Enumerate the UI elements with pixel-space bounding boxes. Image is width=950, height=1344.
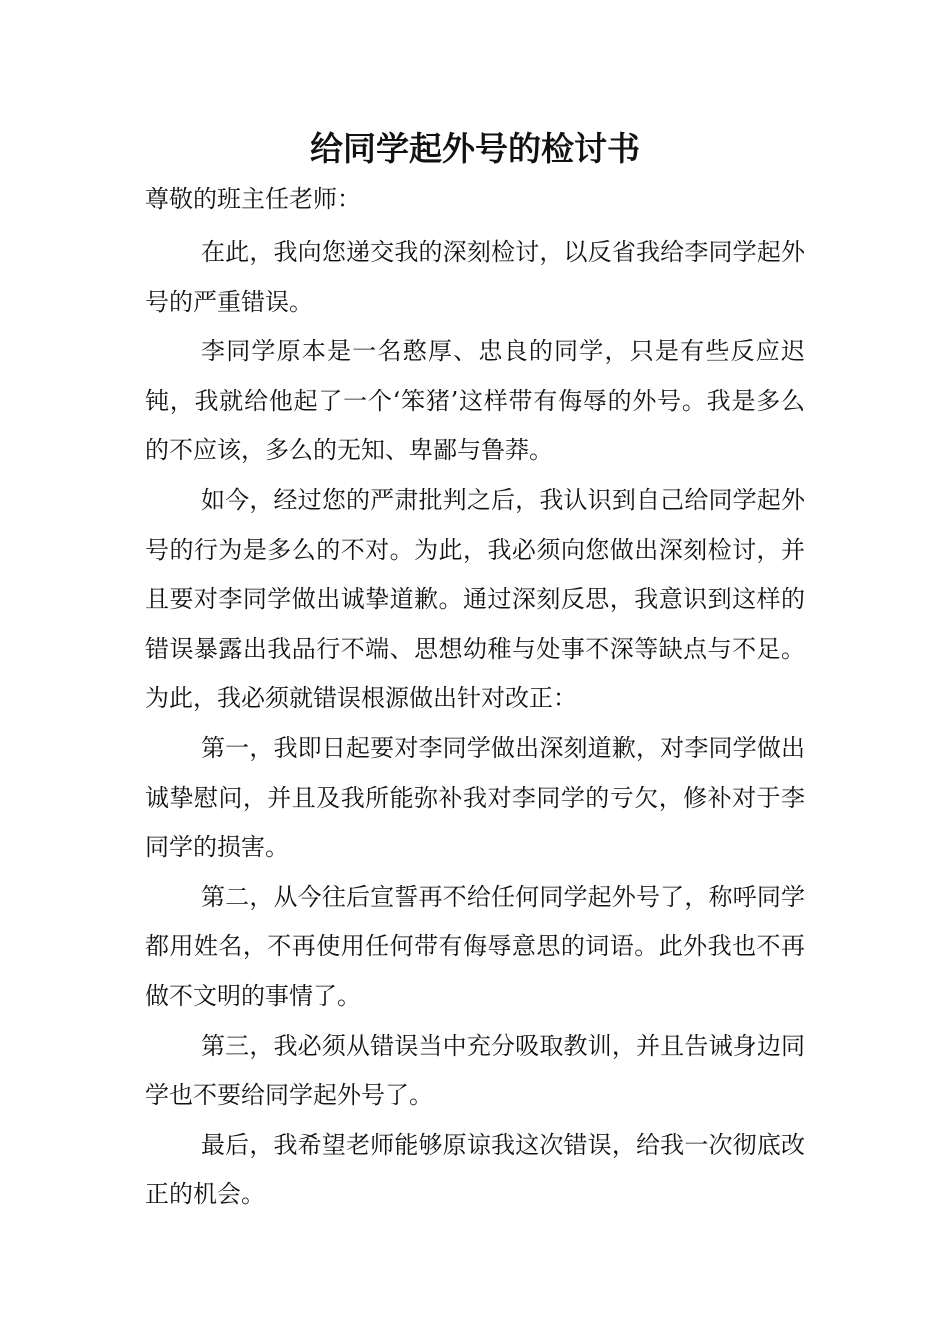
document-title: 给同学起外号的检讨书: [310, 129, 640, 168]
paragraph: 第二，从今往后宣誓再不给任何同学起外号了，称呼同学都用姓名，不再使用任何带有侮辱意思的词语。此外我也不再做不文明的事情了。: [145, 882, 805, 1010]
salutation: 尊敬的班主任老师：: [145, 185, 361, 213]
paragraph: 在此，我向您递交我的深刻检讨，以反省我给李同学起外号的严重错误。: [145, 238, 805, 316]
paragraph: 李同学原本是一名憨厚、忠良的同学，只是有些反应迟钝，我就给他起了一个‘笨猪’这样带有侮辱的外号。我是多么的不应该，多么的无知、卑鄙与鲁莽。: [145, 337, 805, 465]
paragraph: 第一，我即日起要对李同学做出深刻道歉，对李同学做出诚挚慰问，并且及我所能弥补我对李同学的亏欠，修补对于李同学的损害。: [145, 733, 805, 862]
document-body: [145, 228, 805, 1220]
paragraph: 最后，我希望老师能够原谅我这次错误，给我一次彻底改正的机会。: [145, 1130, 805, 1209]
paragraph: 第三，我必须从错误当中充分吸取教训，并且告诫身边同学也不要给同学起外号了。: [145, 1031, 805, 1110]
paragraph: 如今，经过您的严肃批判之后，我认识到自己给同学起外号的行为是多么的不对。为此，我必须向您做出深刻检讨，并且要对李同学做出诚挚道歉。通过深刻反思，我意识到这样的错误暴露出我品行不端、思想幼稚与处事不深等缺点与不足。为此，我必须就错误根源做出针对改正：: [145, 485, 805, 713]
